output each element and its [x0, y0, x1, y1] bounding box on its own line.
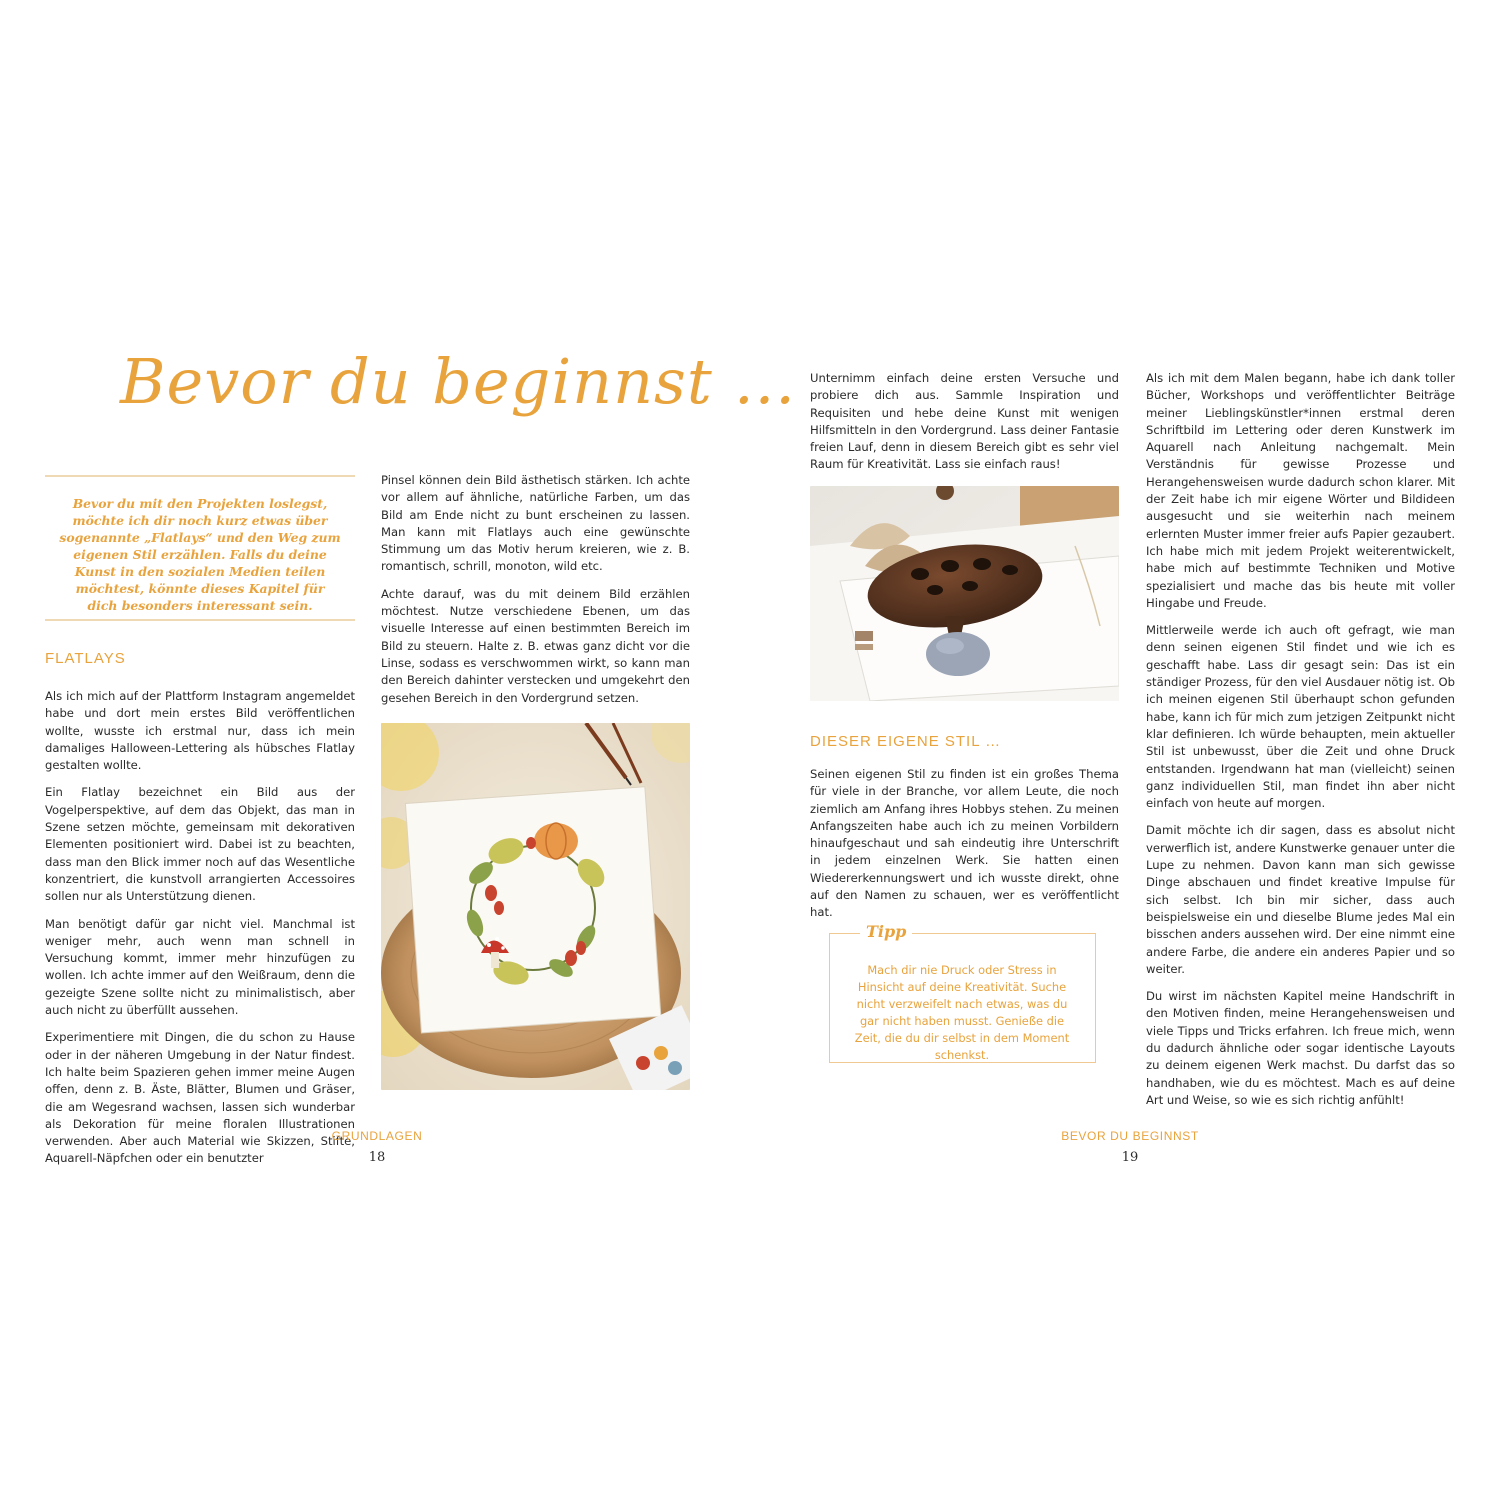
- flatlays-heading: FLATLAYS: [45, 650, 126, 667]
- paragraph: Du wirst im nächsten Kapitel meine Handschrift in den Motiven finden, meine Herangehensweisen und viele Tipps und Tricks erfahren. Ich freue mich, wenn du dadurch ähnliche oder sogar identische Layouts zu deinem eigenen Werk machst. Du darfst das so handhaben, wie du es möchtest. Mach es auf deine Art und Weise, so wie es sich richtig anfühlt!: [1146, 989, 1455, 1107]
- wreath-illustration: [381, 723, 690, 1090]
- stil-text: [810, 766, 1119, 932]
- paragraph: Experimentiere mit Dingen, die du schon zu Hause oder in der näheren Umgebung in der Natur findest. Ich halte beim Spazieren gehen immer meine Augen offen, denn z. B. Äste, Blätter, Blumen und Gräser, die am Wegesrand wachsen, lassen sich wunderbar als Dekoration für meine floralen Illustrationen verwenden. Aber auch Material wie Skizzen, Stifte, Aquarell-Näpfchen oder ein benutzter: [45, 1030, 355, 1166]
- paragraph: Seinen eigenen Stil zu finden ist ein großes Thema für viele in der Branche, vor allem Leute, die noch ziemlich am Anfang ihres Hobbys stehen. Zu meinen Anfangszeiten habe auch ich zu meinen Vorbildern hinaufgeschaut und sah eindeutig ihre Unterschrift in jedem einzelnen Werk. Sie hatten einen Wiedererkennungswert und ich wusste direkt, ohne auf den Namen zu schauen, wer es veröffentlicht hat.: [810, 767, 1119, 920]
- paragraph: Als ich mit dem Malen begann, habe ich dank toller Bücher, Workshops und veröffentlichter Beiträge meiner Lieblingskünstler*innen erstmal deren Schriftbild im Lettering oder deren Kunstwerk im Aquarell nach Anleitung nachgemalt. Mein Verständnis für gewisse Prozesse und Herangehensweisen wurde dadurch schon klarer. Mit der Zeit habe ich mir eigene Wörter und Bildideen ausgesucht und sie weiterhin nach meinem erlernten Muster immer freier aufs Papier gezaubert. Ich habe mich mit jedem Projekt weiterentwickelt, habe mich auf bestimmte Techniken und Motive spezialisiert und mache das bis heute mit voller Hingabe und Freude.: [1146, 371, 1455, 610]
- page-number: 18: [368, 1150, 386, 1165]
- paragraph: Damit möchte ich dir sagen, dass es absolut nicht verwerflich ist, andere Kunstwerke genauer unter die Lupe zu nehmen. Davon kann man sich gewisse Dinge abschauen und findet kreative Impulse für sich selbst. Ich bin mir sicher, dass auch beispielsweise ein und dieselbe Blume jedes Mal ein bisschen anders aussehen wird. Der eine nimmt eine andere Farbe, die andere ein anderes Papier und so weiter.: [1146, 823, 1455, 976]
- footer-section-label: BEVOR DU BEGINNST: [1061, 1129, 1199, 1143]
- stil-heading: DIESER EIGENE STIL …: [810, 733, 1002, 750]
- footer-section-label: GRUNDLAGEN: [331, 1129, 423, 1143]
- seedpod-photo: [810, 486, 1119, 701]
- left-column-2: [381, 472, 690, 717]
- right-column-1-top: [810, 370, 1119, 484]
- paragraph: Achte darauf, was du mit deinem Bild erzählen möchtest. Nutze verschiedene Ebenen, um das visuelle Interesse auf einen bestimmten Bereich im Bild zu steuern. Halte z. B. etwas ganz dicht vor die Linse, sodass es verschwommen wirkt, so kann man den Bereich dahinter verstecken und umgekehrt den gesehen Bereich in den Vordergrund setzen.: [381, 586, 690, 705]
- seedpod-illustration: [810, 486, 1119, 701]
- intro-box: [45, 475, 355, 621]
- paragraph: Mittlerweile werde ich auch oft gefragt, wie man denn seinen eigenen Stil findet und wie ich es geschafft habe. Lass dir gesagt sein: Das ist ein ständiger Prozess, für den viel Ausdauer nötig ist. Ob ich meinen eigenen Stil überhaupt schon gefunden habe, kann ich für mich zum jetzigen Zeitpunkt nicht klar definieren. Ich würde behaupten, mein aktueller Stil ist unbewusst, über die Zeit und ohne Druck entstanden. Irgendwann hat man (vielleicht) seinen ganz individuellen Stil, man findet ihn aber nicht einfach von heute auf morgen.: [1146, 623, 1455, 811]
- tip-text: Mach dir nie Druck oder Stress in Hinsicht auf deine Kreativität. Suche nicht verzweifelt nach etwas, was du gar nicht haben musst. Genieße die Zeit, die du dir selbst in dem Moment schenkst.: [854, 963, 1070, 1062]
- paragraph: Pinsel können dein Bild ästhetisch stärken. Ich achte vor allem auf ähnliche, natürliche Farben, um das Bild am Ende nicht zu bunt erscheinen zu lassen. Man kann mit Flatlays auch eine gewünschte Stimmung um das Motiv herum kreieren, wie z. B. romantisch, schrill, monoton, wild etc.: [381, 473, 690, 574]
- tip-title: Tipp: [860, 922, 912, 941]
- intro-text: Bevor du mit den Projekten loslegst, möchte ich dir noch kurz etwas über sogenannte „Flatlays“ und den Weg zum eigenen Stil erzählen. Falls du deine Kunst in den sozialen Medien teilen möchtest, könnte dieses Kapitel für dich besonders interessant sein.: [59, 496, 341, 613]
- left-column-1: [45, 688, 355, 1178]
- page-number: 19: [1121, 1150, 1139, 1165]
- right-column-2: [1146, 370, 1455, 1119]
- paragraph: Man benötigt dafür gar nicht viel. Manchmal ist weniger mehr, auch wenn man schnell in Versuchung kommt, immer mehr hinzufügen zu wollen. Ich achte immer auf den Weißraum, denn die gezeigte Szene sollte nicht zu minimalistisch, aber auch nicht zu überfüllt aussehen.: [45, 916, 355, 1018]
- paragraph: Ein Flatlay bezeichnet ein Bild aus der Vogelperspektive, auf dem das Objekt, das man in Szene setzen möchte, gemeinsam mit dekorativen Elementen positioniert wird. Dabei ist zu beachten, dass man den Blick immer noch auf das Wesentliche konzentriert, die kunstvoll arrangierten Accessoires sollen nur als Unterstützung dienen.: [45, 785, 355, 904]
- wreath-photo: [381, 723, 690, 1090]
- paragraph: Unternimm einfach deine ersten Versuche und probiere dich aus. Sammle Inspiration und Requisiten und hebe deine Kunst mit wenigen Hilfsmitteln in den Vordergrund. Lass deiner Fantasie freien Lauf, denn in diesem Bereich gibt es sehr viel Raum für Kreativität. Lass sie einfach raus!: [810, 371, 1119, 472]
- paragraph: Als ich mich auf der Plattform Instagram angemeldet habe und dort mein erstes Bild veröffentlichen wollte, wusste ich erstmal nur, dass ich mein damaliges Halloween-Lettering als hübsches Flatlay gestalten wollte.: [45, 689, 355, 773]
- page-title: Bevor du beginnst …: [120, 345, 797, 418]
